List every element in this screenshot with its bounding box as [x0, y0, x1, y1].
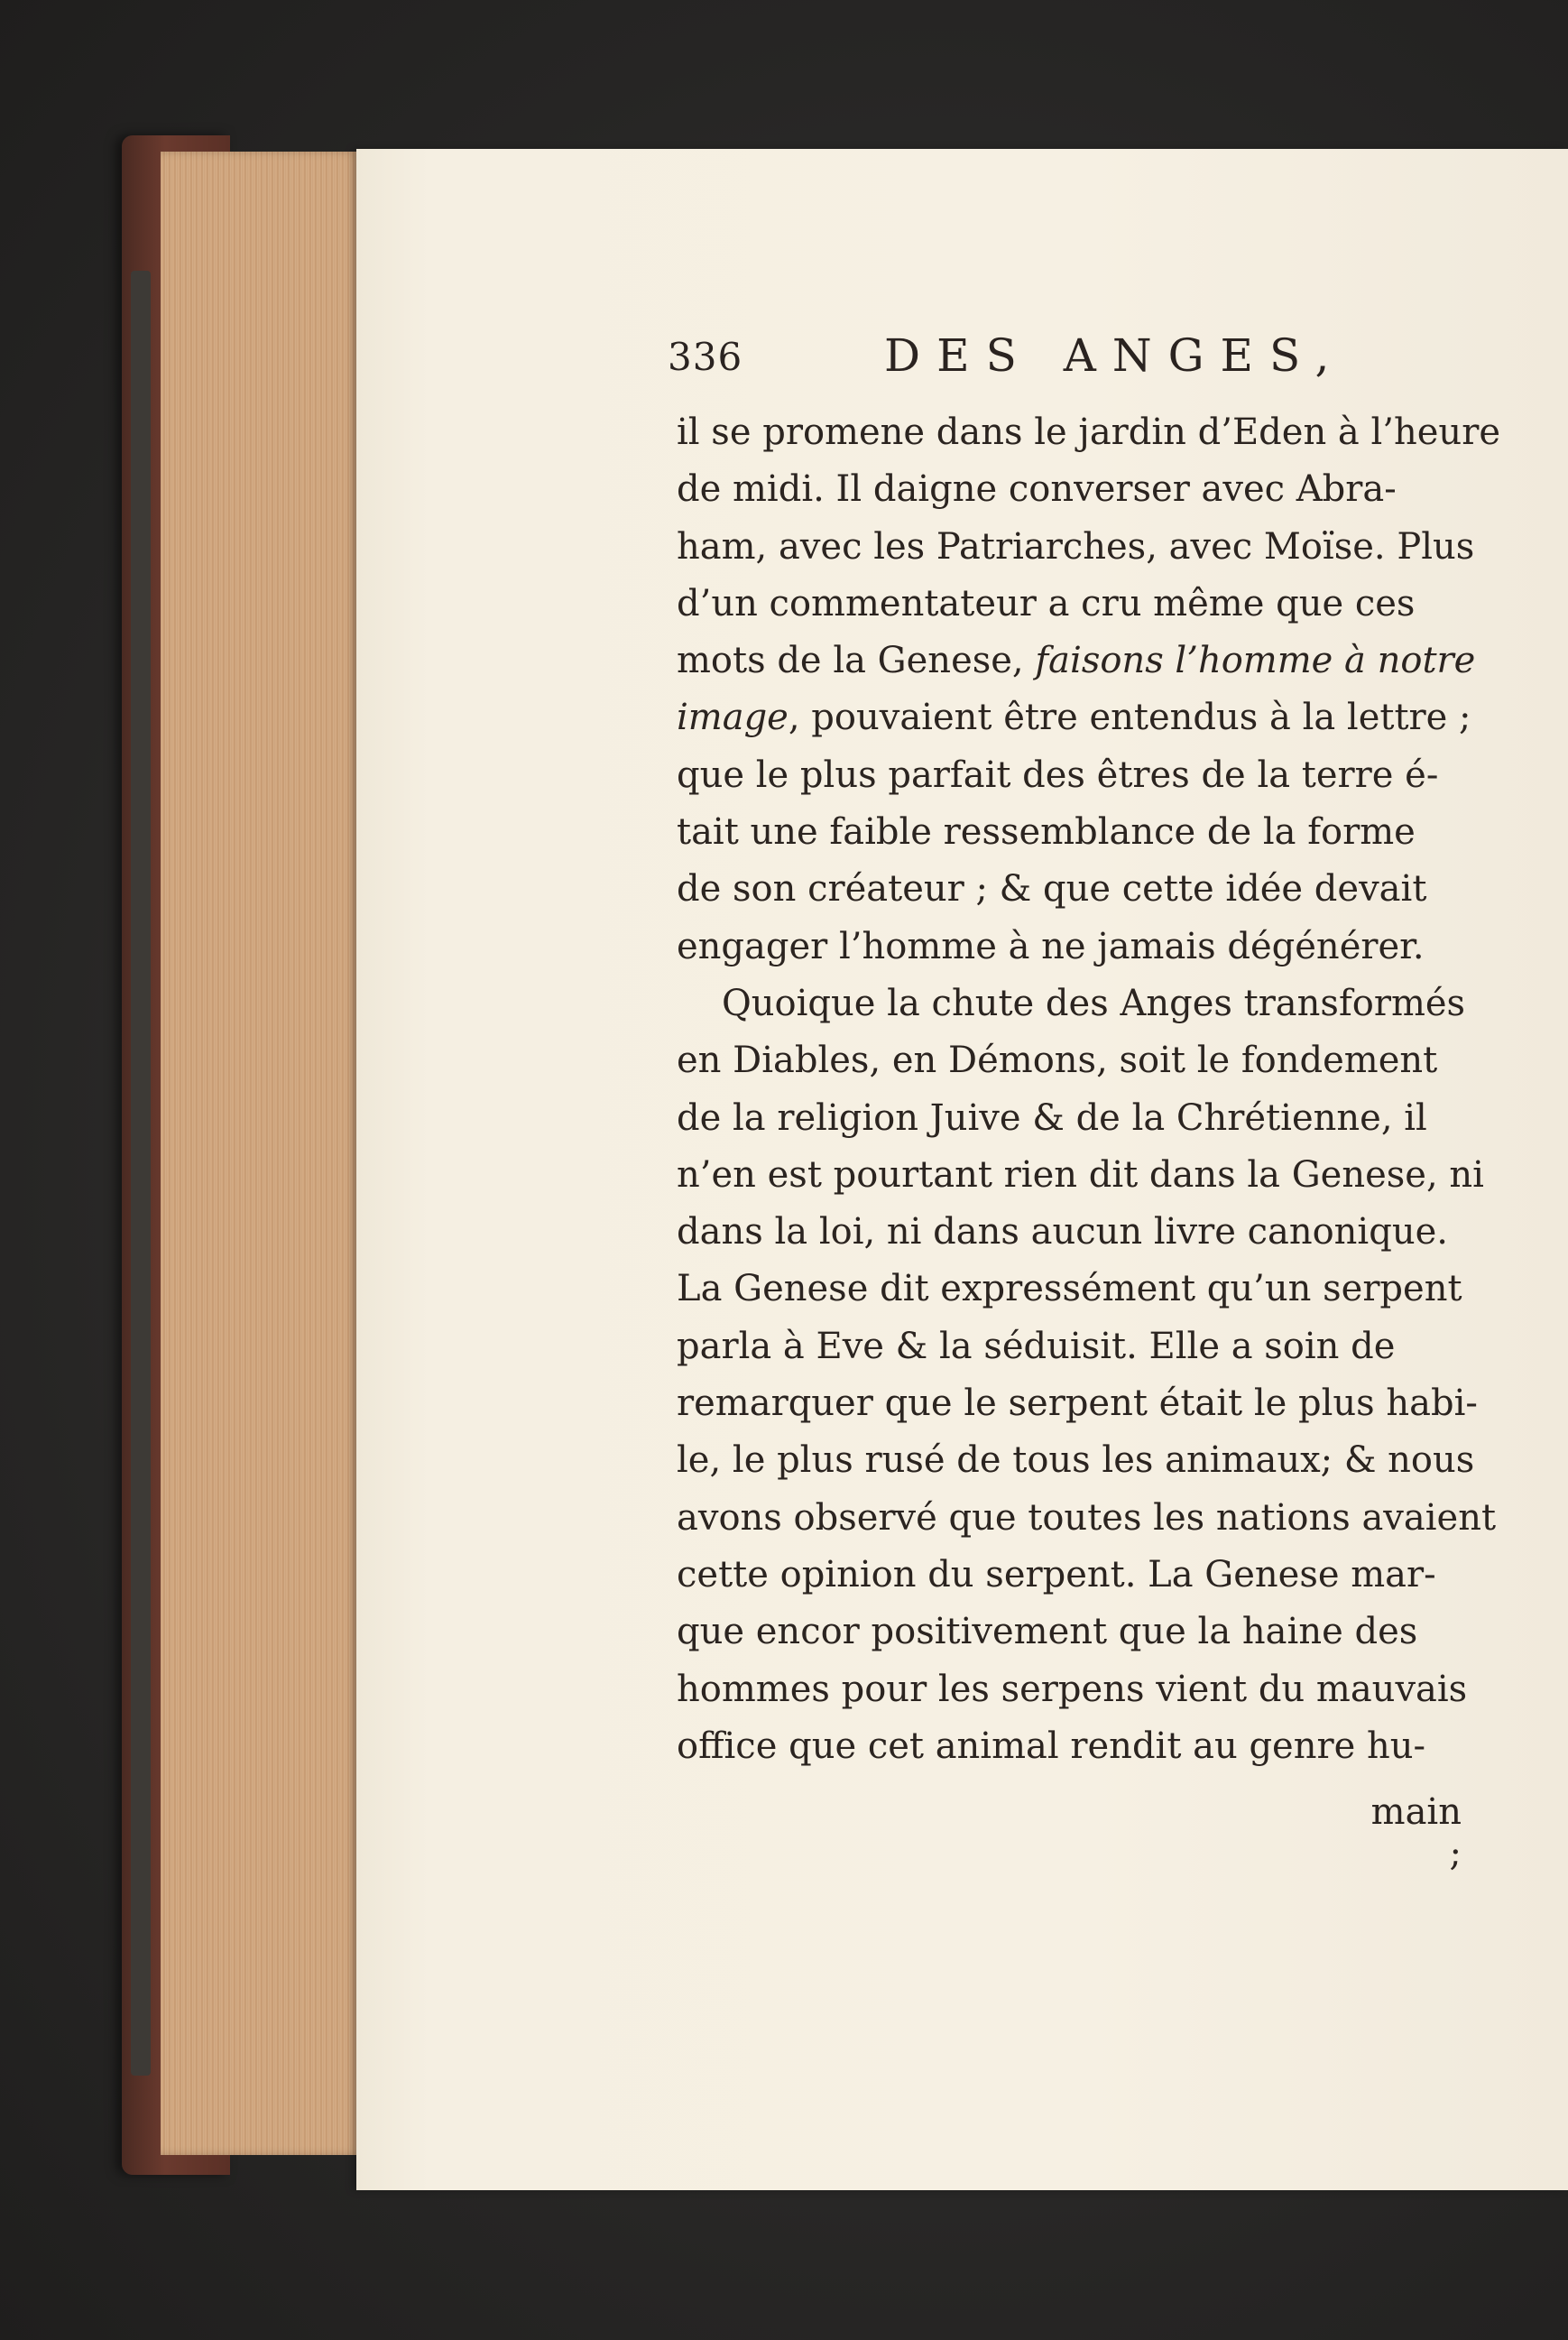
page-header	[668, 329, 1462, 393]
text-line: de son créateur ; & que cette idée devait	[677, 868, 1427, 911]
text-line: en Diables, en Démons, soit le fondement	[677, 1040, 1438, 1082]
text-line: n’en est pourtant rien dit dans la Genese, ni	[677, 1153, 1484, 1196]
page-edges	[161, 152, 364, 2155]
page-number: 336	[668, 335, 743, 379]
cover-spine-edge	[131, 271, 151, 2076]
text-line: office que cet animal rendit au genre hu-	[677, 1725, 1426, 1767]
text-line: hommes pour les serpens vient du mauvais	[677, 1668, 1468, 1710]
text-line: d’un commentateur a cru même que ces	[677, 582, 1416, 624]
text-line: La Genese dit expressément qu’un serpent	[677, 1268, 1462, 1310]
body-text	[677, 404, 1500, 1775]
text-line: engager l’homme à ne jamais dégénérer.	[677, 925, 1425, 967]
text-line: parla à Eve & la séduisit. Elle a soin de	[677, 1325, 1396, 1367]
text-line: Quoique la chute des Anges transformés	[722, 982, 1466, 1024]
text-line: cette opinion du serpent. La Genese mar-	[677, 1553, 1436, 1595]
text-line: dans la loi, ni dans aucun livre canonique.	[677, 1211, 1448, 1253]
text-line: il se promene dans le jardin d’Eden à l’heure	[677, 412, 1500, 453]
running-head: DES ANGES,	[884, 329, 1346, 382]
text-line: de midi. Il daigne converser avec Abra-	[677, 468, 1397, 511]
text-line: le, le plus rusé de tous les animaux; & nous	[677, 1439, 1475, 1482]
text-line: ham, avec les Patriarches, avec Moïse. Plus	[677, 525, 1475, 568]
text-line: mots de la Genese, faisons l’homme à notre	[677, 640, 1476, 682]
text-line: de la religion Juive & de la Chrétienne, il	[677, 1096, 1427, 1139]
catchword: main ;	[1370, 1791, 1462, 1874]
text-line: remarquer que le serpent était le plus habi-	[677, 1383, 1478, 1425]
text-line: tait une faible ressemblance de la forme	[677, 811, 1416, 854]
text-line: image, pouvaient être entendus à la lettre ;	[677, 697, 1471, 739]
text-line: que le plus parfait des êtres de la terre é-	[677, 754, 1439, 796]
text-line: avons observé que toutes les nations avaient	[677, 1496, 1497, 1539]
text-line: que encor positivement que la haine des	[677, 1611, 1418, 1653]
